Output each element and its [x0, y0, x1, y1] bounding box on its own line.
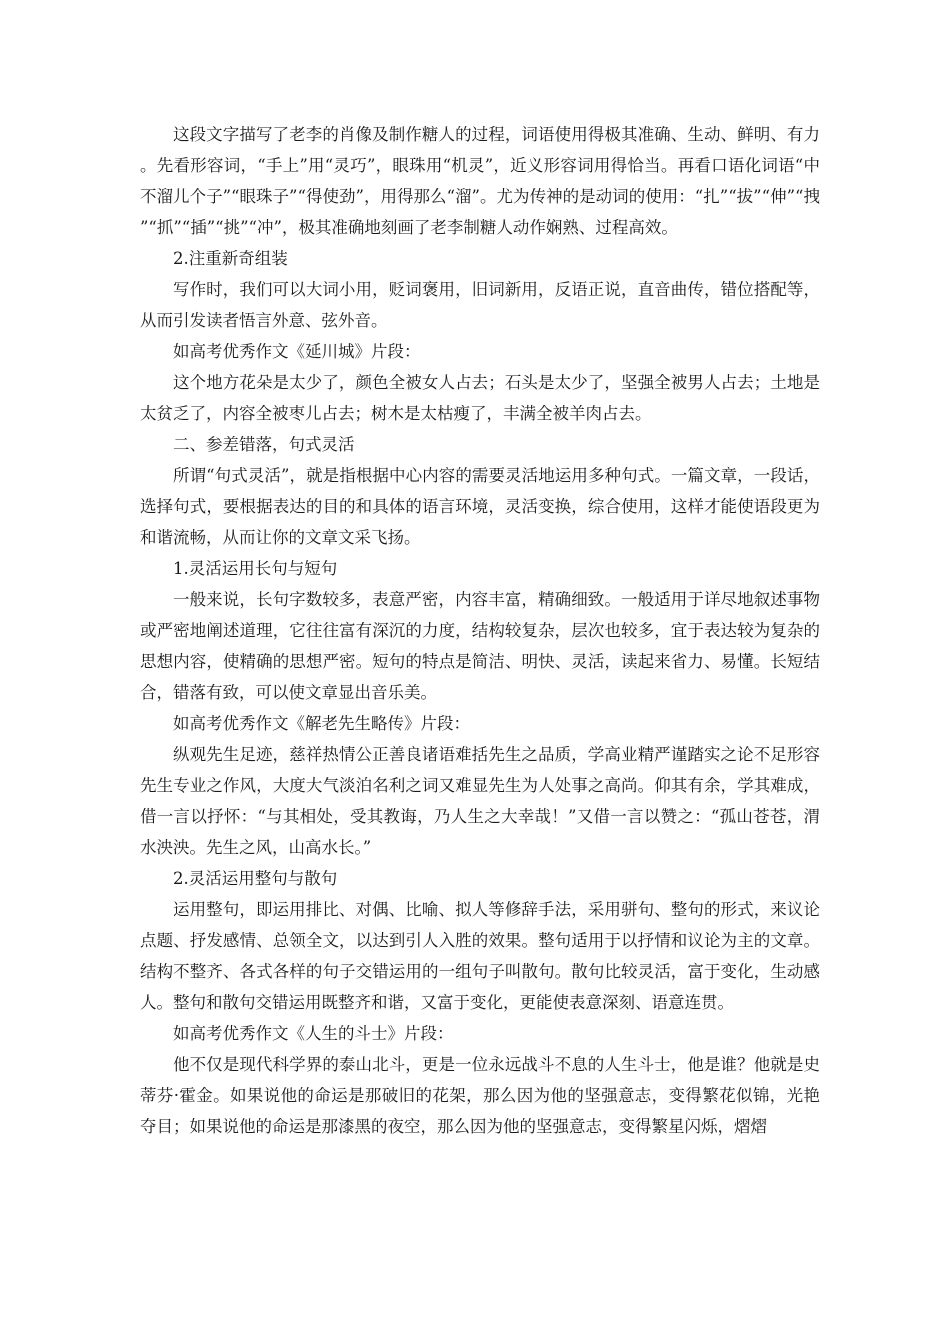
subheading-novel-assembly: 2.注重新奇组装: [173, 249, 288, 268]
example-intro: 如高考优秀作文《延川城》片段：: [173, 342, 421, 361]
subheading-long-short-sentences: 1.灵活运用长句与短句: [173, 559, 338, 578]
example-excerpt: 这个地方花朵是太少了，颜色全被女人占去；石头是太少了，坚强全被男人占去；土地是太贫乏了，内容全被枣儿占去；树木是太枯瘦了，丰满全被羊肉占去。: [140, 373, 820, 423]
example-excerpt: 纵观先生足迹，慈祥热情公正善良诸语难括先生之品质，学高业精严谨踏实之论不足形容先生专业之作风，大度大气淡泊名利之词又难显先生为人处事之高尚。仰其有余，学其难成，借一言以抒怀：“与其相处，受其教诲，乃人生之大幸哉！”又借一言以赞之：“孤山苍苍，渭水泱泱。先生之风，山高水长。”: [140, 745, 820, 857]
example-intro: 如高考优秀作文《解老先生略传》片段：: [173, 714, 470, 733]
subheading-parallel-loose-sentences: 2.灵活运用整句与散句: [173, 869, 338, 888]
body-paragraph: 一般来说，长句字数较多，表意严密，内容丰富，精确细致。一般适用于详尽地叙述事物或严密地阐述道理，它往往富有深沉的力度，结构较复杂，层次也较多，宜于表达较为复杂的思想内容，使精确的思想严密。短句的特点是简洁、明快、灵活，读起来省力、易懂。长短结合，错落有致，可以使文章显出音乐美。: [140, 590, 820, 702]
example-excerpt: 他不仅是现代科学界的泰山北斗，更是一位永远战斗不息的人生斗士，他是谁？他就是史蒂芬·霍金。如果说他的命运是那破旧的花架，那么因为他的坚强意志，变得繁花似锦，光艳夺目；如果说他的命运是那漆黑的夜空，那么因为他的坚强意志，变得繁星闪烁，熠熠: [140, 1055, 820, 1136]
body-paragraph: 写作时，我们可以大词小用，贬词褒用，旧词新用，反语正说，直音曲传，错位搭配等，从而引发读者悟言外意、弦外音。: [140, 280, 820, 330]
document-body: [140, 119, 820, 1142]
example-intro: 如高考优秀作文《人生的斗士》片段：: [173, 1024, 454, 1043]
section-heading-sentence-patterns: 二、参差错落，句式灵活: [173, 435, 355, 454]
analysis-paragraph: 这段文字描写了老李的肖像及制作糖人的过程，词语使用得极其准确、生动、鲜明、有力。先看形容词，“手上”用“灵巧”，眼珠用“机灵”，近义形容词用得恰当。再看口语化词语“中不溜儿个子”“眼珠子”“得使劲”，用得那么“溜”。尤为传神的是动词的使用：“扎”“拔”“伸”“拽”“抓”“插”“挑”“冲”，极其准确地刻画了老李制糖人动作娴熟、过程高效。: [140, 125, 820, 237]
body-paragraph: 所谓“句式灵活”，就是指根据中心内容的需要灵活地运用多种句式。一篇文章，一段话，选择句式，要根据表达的目的和具体的语言环境，灵活变换，综合使用，这样才能使语段更为和谐流畅，从而让你的文章文采飞扬。: [140, 466, 820, 547]
body-paragraph: 运用整句，即运用排比、对偶、比喻、拟人等修辞手法，采用骈句、整句的形式，来议论点题、抒发感情、总领全文，以达到引人入胜的效果。整句适用于以抒情和议论为主的文章。结构不整齐、各式各样的句子交错运用的一组句子叫散句。散句比较灵活，富于变化，生动感人。整句和散句交错运用既整齐和谐，又富于变化，更能使表意深刻、语意连贯。: [140, 900, 820, 1012]
